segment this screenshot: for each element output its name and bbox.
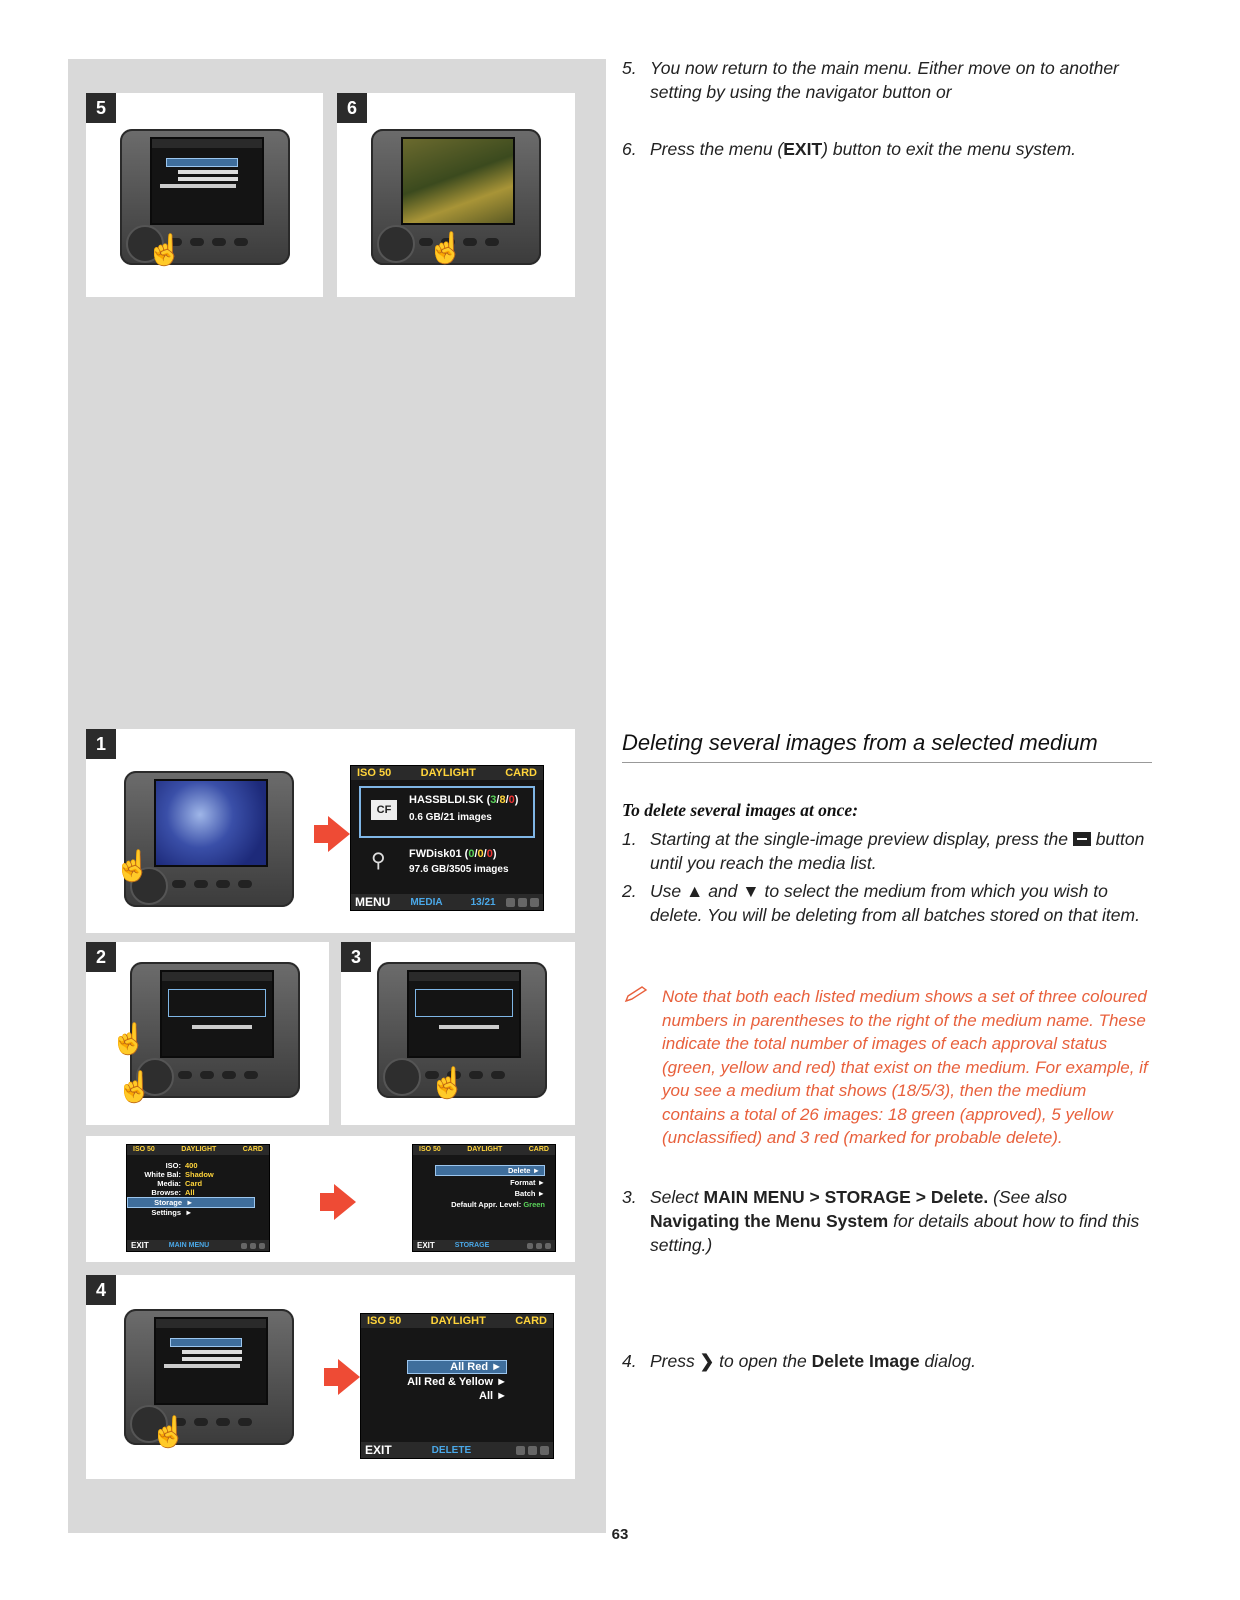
figure-menu-navigation	[86, 1136, 575, 1262]
counts-close: )	[514, 794, 519, 806]
camera-screen-photo	[154, 779, 268, 867]
yellow-count: 0	[477, 848, 484, 860]
step-body: You now return to the main menu. Either move on to another setting by using the navigator button or	[650, 58, 1119, 102]
pointing-hand-icon: ☝	[429, 1067, 467, 1100]
menu-item-all-red-yellow: All Red & Yellow ►	[407, 1376, 507, 1388]
figure-step-3	[341, 942, 575, 1125]
right-arrow-icon	[328, 816, 350, 852]
step-number: 3.	[622, 1187, 637, 1207]
menu-row-label: Browse:	[151, 1188, 181, 1197]
camera-screen-photo	[401, 137, 515, 225]
camera-buttons	[172, 875, 260, 893]
media-readout: CARD	[515, 1315, 547, 1327]
media-item-selected: CF HASSBLDI.SK (3/8/0) 0.6 GB/21 images	[359, 786, 535, 838]
media-info: 97.6 GB/3505 images	[409, 864, 509, 875]
delete-image-dialog-label: Delete Image	[811, 1351, 920, 1371]
step-number: 5.	[622, 58, 637, 78]
pointing-hand-icon: ☝	[146, 234, 184, 267]
media-name: FWDisk01	[409, 848, 462, 860]
figure-step-2	[86, 942, 329, 1125]
menu-row-label: ISO:	[165, 1161, 181, 1170]
white-balance-readout: DAYLIGHT	[467, 1146, 503, 1153]
camera-screen	[160, 970, 274, 1058]
menu-item-all: All ►	[479, 1390, 507, 1402]
right-arrow-icon: ❯	[699, 1351, 715, 1371]
navigator-dial	[383, 1058, 421, 1096]
green-count: 3	[490, 794, 497, 806]
media-name: HASSBLDI.SK	[409, 794, 484, 806]
camera-back	[124, 771, 294, 907]
media-readout: CARD	[528, 1146, 549, 1153]
red-count: 0	[508, 794, 515, 806]
menu-row-value: Shadow	[185, 1170, 214, 1179]
menu-row-label: Media:	[157, 1179, 181, 1188]
procedure-subhead: To delete several images at once:	[622, 800, 859, 820]
camera-buttons	[178, 1066, 266, 1084]
pencil-icon	[624, 985, 650, 1003]
menu-row-label: Storage	[154, 1198, 182, 1207]
step-number-badge: 1	[86, 729, 116, 759]
step-number-badge: 5	[86, 93, 116, 123]
screen-name-label: MAIN MENU	[168, 1242, 210, 1249]
approval-note: Note that both each listed medium shows a set of three coloured numbers in parentheses to the right of the medium name. These indicate the total number of images of each approval status (green, yellow and red) that exist on the medium. For example, if you see a medium that shows (18/5/3), then the medium contains a total of 26 images: 18 green (approved), 5 yellow (unclassified) and 3 red (marked for probable delete).	[662, 987, 1148, 1147]
step-number: 6.	[622, 139, 637, 159]
main-menu-label: MAIN MENU	[703, 1187, 805, 1207]
step-body: dialog.	[924, 1351, 977, 1371]
delete-menu-screen	[360, 1313, 554, 1459]
step-body: Select	[650, 1187, 699, 1207]
right-arrow-icon	[334, 1184, 356, 1220]
right-arrow-icon	[338, 1359, 360, 1395]
white-balance-readout: DAYLIGHT	[420, 767, 476, 779]
approval-level-label: Default Appr. Level:	[451, 1200, 522, 1209]
step-number: 2.	[622, 881, 637, 901]
figure-step-6	[337, 93, 575, 297]
menu-row-value: Card	[185, 1179, 203, 1188]
camera-back	[130, 962, 300, 1098]
exit-key-label: EXIT	[783, 139, 823, 159]
counts-open: (	[486, 794, 491, 806]
step-body: (See also	[993, 1187, 1068, 1207]
step-number-badge: 6	[337, 93, 367, 123]
menu-row-value: 400	[185, 1161, 198, 1170]
pointing-hand-icon: ☝	[110, 1023, 148, 1056]
camera-screen	[154, 1317, 268, 1405]
delete-step-2	[622, 879, 1152, 927]
step-body: ) button to exit the menu system.	[822, 139, 1077, 159]
period: .	[983, 1187, 989, 1207]
step-body: to select the medium from which you wish to delete. You will be deleting from all batches stored on that item.	[650, 881, 1140, 925]
step-body: button until you reach the media list.	[650, 829, 1145, 873]
section-title: Deleting several images from a selected medium	[622, 730, 1152, 763]
navigator-dial	[377, 225, 415, 263]
iso-readout: ISO 50	[367, 1315, 402, 1327]
delete-step-3	[622, 1185, 1152, 1257]
step-body: for details about how to find this setting.)	[650, 1211, 1140, 1255]
delete-step-4	[622, 1349, 1152, 1373]
white-balance-readout: DAYLIGHT	[181, 1146, 217, 1153]
main-menu-screen	[126, 1144, 270, 1252]
step-number-badge: 4	[86, 1275, 116, 1305]
green-count: 0	[468, 848, 475, 860]
cross-reference-link[interactable]: Navigating the Menu System	[650, 1211, 889, 1231]
down-arrow-icon: ▼	[742, 881, 760, 901]
figure-step-4	[86, 1275, 575, 1479]
figure-step-1	[86, 729, 575, 933]
screen-name-label: MEDIA	[410, 896, 443, 908]
path-separator: >	[809, 1187, 820, 1207]
screen-name-label: DELETE	[431, 1444, 472, 1456]
pointing-hand-icon: ☝	[116, 1071, 154, 1104]
image-count-label: 13/21	[470, 896, 496, 908]
step-number-badge: 2	[86, 942, 116, 972]
menu-item-all-red: All Red ►	[407, 1360, 507, 1374]
figure-step-5	[86, 93, 323, 297]
menu-soft-label: MENU	[355, 895, 391, 909]
menu-item-delete: Delete ►	[435, 1165, 545, 1176]
menu-row-value: ►	[185, 1208, 193, 1217]
menu-row-value: All	[185, 1188, 195, 1197]
step-body: Starting at the single-image preview display, press the	[650, 829, 1068, 849]
step-body: and	[708, 881, 738, 901]
page-number: 63	[611, 1526, 629, 1543]
yellow-count: 8	[499, 794, 506, 806]
media-list-screen: ISO 50 DAYLIGHT CARD CF HASSBLDI.SK (3/8/0) 0.6 GB/21 images ⚲ FWDisk01 (0/0/0) 97.6 GB/3505 images MENU MEDIA 13/21	[350, 765, 544, 911]
main-menu-rows	[127, 1161, 269, 1217]
white-balance-readout: DAYLIGHT	[430, 1315, 486, 1327]
media-readout: CARD	[505, 767, 537, 779]
exit-soft-label: EXIT	[131, 1241, 149, 1250]
step-body: to open the	[719, 1351, 807, 1371]
menu-row-label: Settings	[151, 1208, 181, 1217]
step-6-text	[622, 137, 1152, 161]
camera-screen	[150, 137, 264, 225]
firewire-icon: ⚲	[371, 850, 386, 872]
minus-button-icon	[1073, 832, 1091, 846]
pointing-hand-icon: ☝	[114, 850, 152, 883]
up-arrow-icon: ▲	[686, 881, 704, 901]
step-number-badge: 3	[341, 942, 371, 972]
step-body: Press the menu (	[650, 139, 784, 159]
storage-menu-screen	[412, 1144, 556, 1252]
step-body: Use	[650, 881, 682, 901]
screen-name-label: STORAGE	[454, 1242, 490, 1249]
cf-card-icon: CF	[371, 800, 397, 820]
storage-label: STORAGE	[824, 1187, 911, 1207]
iso-readout: ISO 50	[357, 767, 392, 779]
step-body: Press	[650, 1351, 695, 1371]
menu-row-value: ►	[186, 1198, 194, 1207]
iso-readout: ISO 50	[419, 1146, 441, 1153]
menu-item-batch: Batch ►	[514, 1189, 545, 1198]
delete-step-1	[622, 827, 1152, 875]
red-count: 0	[486, 848, 493, 860]
pointing-hand-icon: ☝	[427, 232, 465, 265]
camera-screen	[407, 970, 521, 1058]
iso-readout: ISO 50	[133, 1146, 155, 1153]
exit-soft-label: EXIT	[417, 1241, 435, 1250]
approval-level-value: Green	[523, 1200, 545, 1209]
exit-soft-label: EXIT	[365, 1443, 392, 1457]
menu-item-format: Format ►	[510, 1178, 545, 1187]
pointing-hand-icon: ☝	[150, 1416, 188, 1449]
step-5-text	[622, 56, 1152, 104]
media-readout: CARD	[242, 1146, 263, 1153]
step-number: 1.	[622, 829, 637, 849]
step-number: 4.	[622, 1351, 637, 1371]
menu-row-label: White Bal:	[144, 1170, 181, 1179]
path-separator: >	[915, 1187, 926, 1207]
media-info: 0.6 GB/21 images	[409, 812, 492, 823]
delete-label: Delete	[930, 1187, 984, 1207]
